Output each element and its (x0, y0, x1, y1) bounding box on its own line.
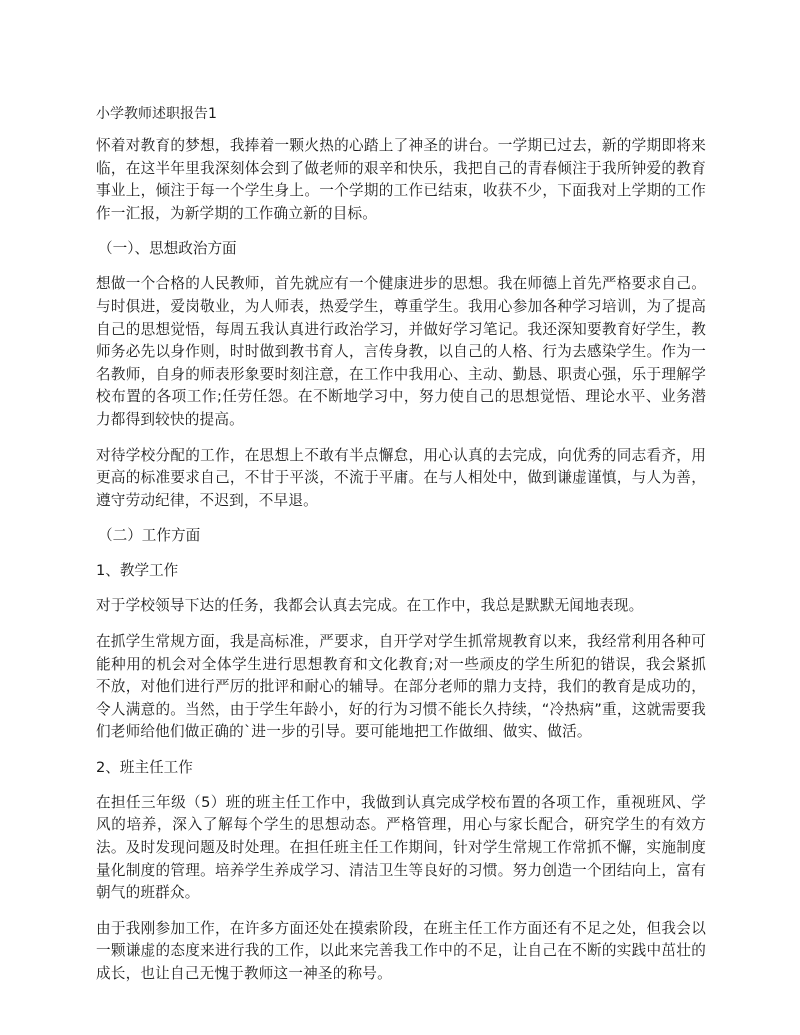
paragraph: 由于我刚参加工作，在许多方面还处在摸索阶段，在班主任工作方面还有不足之处，但我会以一颗谦虚的态度来进行我的工作，以此来完善我工作中的不足，让自己在不断的实践中茁壮的成长，也让自己无愧于教师这一神圣的称号。 (96, 919, 706, 983)
paragraph: 对于学校领导下达的任务，我都会认真去完成。在工作中，我总是默默无闻地表现。 (96, 597, 644, 615)
paragraph: 在抓学生常规方面，我是高标准，严要求，自开学对学生抓常规教育以来，我经常利用各种可能种用的机会对全体学生进行思想教育和文化教育;对一些顽皮的学生所犯的错误，我会紧抓不放，对他们进行严厉的批评和耐心的辅导。在部分老师的鼎力支持，我们的教育是成功的，令人满意的。当然，由于学生年龄小，好的行为习惯不能长久持续，“冷热病”重，这就需要我们老师给他们做正确的`进一步的引导。要可能地把工作做细、做实、做活。 (96, 632, 706, 741)
intro-paragraph: 怀着对教育的梦想，我捧着一颗火热的心踏上了神圣的讲台。一学期已过去，新的学期即将来临，在这半年里我深刻体会到了做老师的艰辛和快乐，我把自己的青春倾注于我所钟爱的教育事业上，倾注于每一个学生身上。一个学期的工作已结束，收获不少，下面我对上学期的工作作一汇报，为新学期的工作确立新的目标。 (96, 137, 706, 222)
subsection-heading-teaching: 1、教学工作 (96, 562, 179, 580)
paragraph: 想做一个合格的人民教师，首先就应有一个健康进步的思想。我在师德上首先严格要求自己。与时俱进，爱岗敬业，为人师表，热爱学生，尊重学生。我用心参加各种学习培训，为了提高自己的思想觉悟，每周五我认真进行政治学习，并做好学习笔记。我还深知要教育好学生，教师务必先以身作则，时时做到教书育人，言传身教，以自己的人格、行为去感染学生。作为一名教师，自身的师表形象要时刻注意，在工作中我用心、主动、勤恳、职责心强，乐于理解学校布置的各项工作;任劳任怨。在不断地学习中，努力使自己的思想觉悟、理论水平、业务潜力都得到较快的提高。 (96, 275, 706, 428)
subsection-heading-class-teacher: 2、班主任工作 (96, 758, 193, 776)
document-body (96, 104, 706, 999)
section-heading-work: （二）工作方面 (98, 527, 201, 545)
paragraph: 对待学校分配的工作，在思想上不敢有半点懈怠，用心认真的去完成，向优秀的同志看齐，用更高的标准要求自己，不甘于平淡，不流于平庸。在与人相处中，做到谦虚谨慎，与人为善，遵守劳动纪律，不迟到，不早退。 (96, 446, 706, 509)
section-heading-ideology: （一）、思想政治方面 (98, 240, 237, 258)
paragraph: 在担任三年级（5）班的班主任工作中，我做到认真完成学校布置的各项工作，重视班风、学风的培养，深入了解每个学生的思想动态。严格管理，用心与家长配合，研究学生的有效方法。及时发现问题及时处理。在担任班主任工作期间，针对学生常规工作常抓不懈，实施制度量化制度的管理。培养学生养成学习、清洁卫生等良好的习惯。努力创造一个团结向上，富有朝气的班群众。 (96, 793, 706, 902)
document-title: 小学教师述职报告1 (96, 106, 217, 122)
